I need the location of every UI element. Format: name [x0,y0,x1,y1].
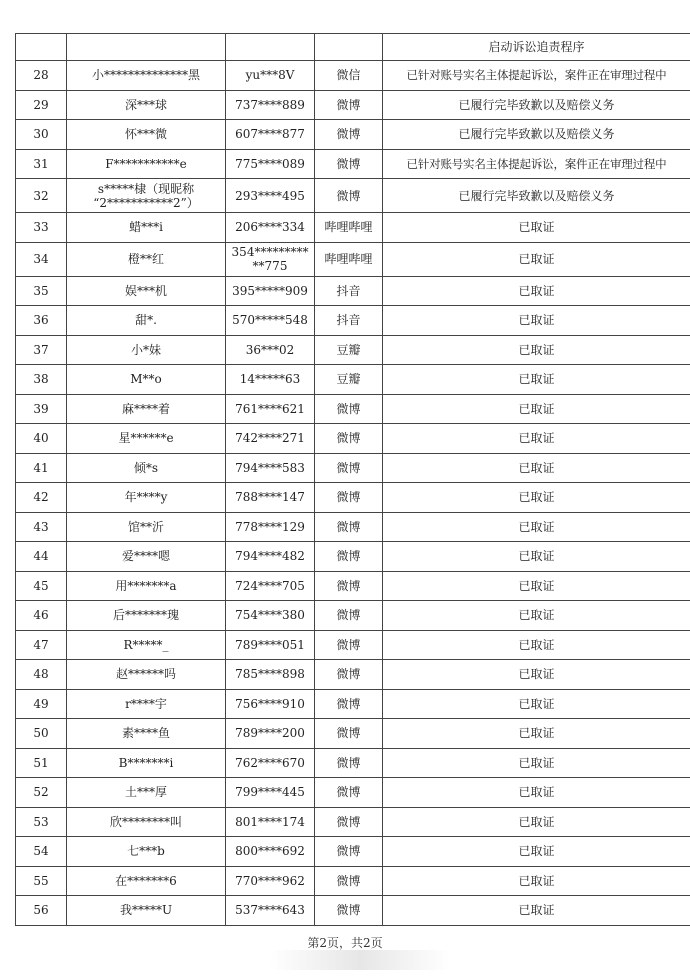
status: 已取证 [383,242,690,276]
account-id: 14*****63 [226,365,315,395]
watermark-overlay [270,950,450,970]
status: 已取证 [383,542,690,572]
platform: 微博 [315,542,383,572]
status: 已取证 [383,394,690,424]
table-row [16,90,690,120]
account-id: 785****898 [226,660,315,690]
row-number: 45 [16,571,67,601]
platform: 微博 [315,483,383,513]
account-id: 742****271 [226,424,315,454]
platform: 微博 [315,424,383,454]
status: 已履行完毕致歉以及赔偿义务 [383,120,690,150]
row-number: 34 [16,242,67,276]
account-id: 775****089 [226,149,315,179]
table-row [16,213,690,243]
account-id: 724****705 [226,571,315,601]
table-row [16,61,690,91]
account-name: r****宇 [67,689,226,719]
account-name: 麻****着 [67,394,226,424]
account-name: 赵******吗 [67,660,226,690]
platform: 豆瓣 [315,365,383,395]
table-row [16,689,690,719]
platform: 抖音 [315,276,383,306]
table-row [16,34,690,61]
table-row [16,149,690,179]
account-name: M**o [67,365,226,395]
platform: 微博 [315,748,383,778]
table-row [16,896,690,926]
account-id: 789****200 [226,719,315,749]
account-name: 欣********叫 [67,807,226,837]
account-id: 607****877 [226,120,315,150]
account-name: 蜡***i [67,213,226,243]
account-id: 789****051 [226,630,315,660]
table-row [16,748,690,778]
table-row [16,778,690,808]
platform: 微博 [315,719,383,749]
status: 已针对账号实名主体提起诉讼，案件正在审理过程中 [383,61,690,91]
account-name: 后*******瑰 [67,601,226,631]
table-row [16,630,690,660]
id-cell [226,34,315,61]
account-id: 754****380 [226,601,315,631]
account-name: 小*妹 [67,335,226,365]
account-id: 770****962 [226,866,315,896]
account-id: yu***8V [226,61,315,91]
account-name: 我*****U [67,896,226,926]
status: 已取证 [383,660,690,690]
account-id: 762****670 [226,748,315,778]
account-id: 395*****909 [226,276,315,306]
row-number: 40 [16,424,67,454]
account-name: B*******i [67,748,226,778]
account-id: 756****910 [226,689,315,719]
status: 已取证 [383,837,690,867]
row-number: 52 [16,778,67,808]
status: 已取证 [383,335,690,365]
row-number: 37 [16,335,67,365]
row-number: 44 [16,542,67,572]
platform: 微信 [315,61,383,91]
account-id: 788****147 [226,483,315,513]
status: 已履行完毕致歉以及赔偿义务 [383,179,690,213]
row-number: 48 [16,660,67,690]
platform: 微博 [315,149,383,179]
status: 已取证 [383,276,690,306]
status: 已取证 [383,778,690,808]
table-row [16,719,690,749]
status: 已取证 [383,365,690,395]
row-number: 43 [16,512,67,542]
account-name: 七***b [67,837,226,867]
platform: 微博 [315,807,383,837]
status: 已取证 [383,896,690,926]
row-number: 51 [16,748,67,778]
table-row [16,837,690,867]
row-number: 54 [16,837,67,867]
cell-line: 354********* [231,245,309,259]
row-number: 35 [16,276,67,306]
account-id: 799****445 [226,778,315,808]
status: 已取证 [383,807,690,837]
platform: 微博 [315,394,383,424]
table-row [16,179,690,213]
row-number: 50 [16,719,67,749]
row-number: 29 [16,90,67,120]
status: 已取证 [383,630,690,660]
account-name: 年****y [67,483,226,513]
table-row [16,601,690,631]
account-id: 570*****548 [226,306,315,336]
status: 已取证 [383,601,690,631]
record-table-wrapper [15,33,679,926]
row-number: 49 [16,689,67,719]
table-row [16,394,690,424]
table-row [16,242,690,276]
status: 已取证 [383,571,690,601]
platform: 微博 [315,660,383,690]
account-name: 素****鱼 [67,719,226,749]
table-row [16,276,690,306]
account-id: 794****583 [226,453,315,483]
account-id: 801****174 [226,807,315,837]
status: 已取证 [383,453,690,483]
platform: 豆瓣 [315,335,383,365]
account-name: 小**************黑 [67,61,226,91]
account-name: 深***球 [67,90,226,120]
status: 已取证 [383,719,690,749]
platform: 微博 [315,630,383,660]
platform: 哔哩哔哩 [315,242,383,276]
account-id: 537****643 [226,896,315,926]
account-id: 36***02 [226,335,315,365]
account-id: 794****482 [226,542,315,572]
platform-cell [315,34,383,61]
table-row [16,542,690,572]
account-name: R*****_ [67,630,226,660]
account-id: 293****495 [226,179,315,213]
name-cell [67,34,226,61]
account-name: 爱****嗯 [67,542,226,572]
cell-line: “2***********2”） [93,195,199,210]
account-name: 用*******a [67,571,226,601]
table-row [16,306,690,336]
platform: 微博 [315,571,383,601]
status: 已取证 [383,213,690,243]
platform: 微博 [315,837,383,867]
platform: 微博 [315,601,383,631]
account-name [67,179,226,213]
account-name: 星******e [67,424,226,454]
row-number: 41 [16,453,67,483]
status: 已履行完毕致歉以及赔偿义务 [383,90,690,120]
table-row [16,120,690,150]
platform: 微博 [315,778,383,808]
row-number: 32 [16,179,67,213]
status-cell: 启动诉讼追责程序 [383,34,690,61]
table-row [16,866,690,896]
platform: 微博 [315,90,383,120]
table-row [16,365,690,395]
row-number: 31 [16,149,67,179]
account-name: 娱***机 [67,276,226,306]
row-number: 46 [16,601,67,631]
row-number: 33 [16,213,67,243]
account-id: 761****621 [226,394,315,424]
no-cell [16,34,67,61]
row-number: 30 [16,120,67,150]
row-number: 56 [16,896,67,926]
platform: 微博 [315,512,383,542]
account-name: 倾*s [67,453,226,483]
platform: 微博 [315,120,383,150]
table-row [16,512,690,542]
status: 已取证 [383,866,690,896]
row-number: 47 [16,630,67,660]
row-number: 28 [16,61,67,91]
status: 已针对账号实名主体提起诉讼，案件正在审理过程中 [383,149,690,179]
status: 已取证 [383,512,690,542]
account-name: 橙**红 [67,242,226,276]
table-row [16,483,690,513]
account-name: F***********e [67,149,226,179]
account-name: 怀***微 [67,120,226,150]
platform: 哔哩哔哩 [315,213,383,243]
account-name: 在*******6 [67,866,226,896]
table-row [16,660,690,690]
row-number: 55 [16,866,67,896]
account-id: 206****334 [226,213,315,243]
platform: 微博 [315,866,383,896]
status: 已取证 [383,748,690,778]
account-id: 737****889 [226,90,315,120]
table-row [16,453,690,483]
status: 已取证 [383,306,690,336]
status: 已取证 [383,483,690,513]
table-row [16,807,690,837]
account-id: 778****129 [226,512,315,542]
account-id [226,242,315,276]
account-id: 800****692 [226,837,315,867]
status: 已取证 [383,424,690,454]
record-table [15,33,690,926]
page-footer: 第2页，共2页 [307,936,383,950]
platform: 微博 [315,896,383,926]
account-name: 甜*. [67,306,226,336]
platform: 微博 [315,179,383,213]
row-number: 53 [16,807,67,837]
row-number: 38 [16,365,67,395]
row-number: 36 [16,306,67,336]
platform: 微博 [315,689,383,719]
platform: 抖音 [315,306,383,336]
cell-line: s*****棣（现昵称 [97,181,195,196]
account-name: 土***厚 [67,778,226,808]
table-row [16,571,690,601]
table-row [16,424,690,454]
account-name: 馆**沂 [67,512,226,542]
row-number: 42 [16,483,67,513]
cell-line: **775 [252,259,288,273]
row-number: 39 [16,394,67,424]
platform: 微博 [315,453,383,483]
table-row [16,335,690,365]
status: 已取证 [383,689,690,719]
